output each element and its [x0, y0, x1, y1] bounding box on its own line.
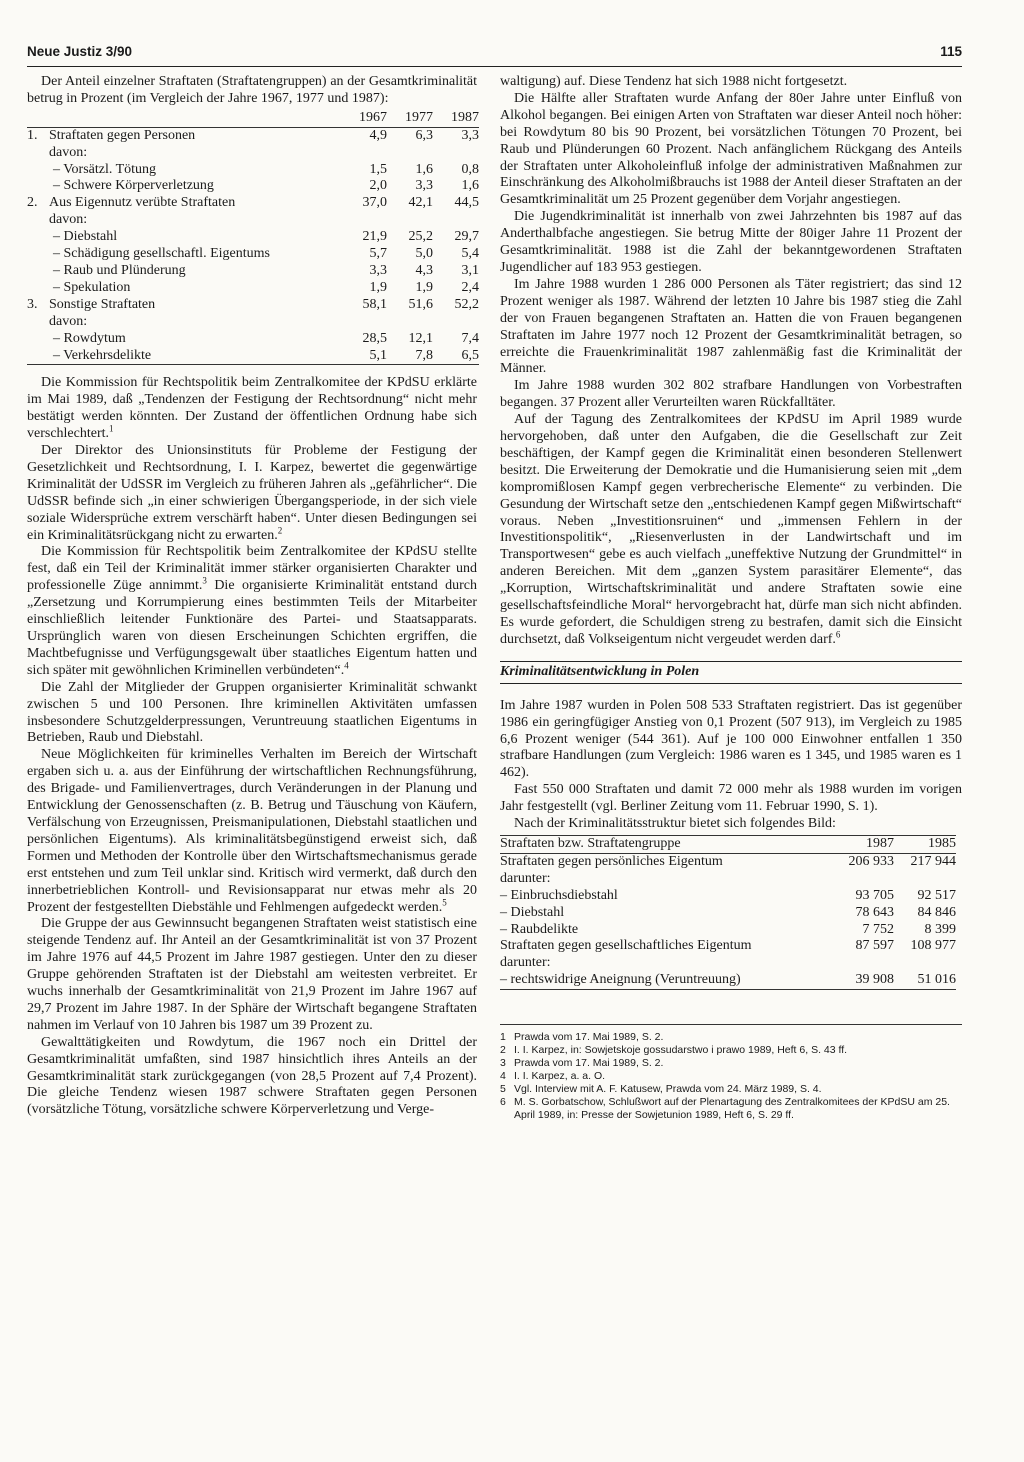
footnote [500, 1070, 962, 1083]
table-row [27, 195, 479, 212]
table1-intro: Der Anteil einzelner Straftaten (Straftatengruppen) an der Gesamtkriminalität betrug in Prozent (im Vergleich der Jahre 1967, 1977 und 1987): [27, 74, 477, 106]
table-cell: 8 399 [924, 921, 956, 937]
table-cell: 6,3 [415, 127, 433, 143]
table-cell: – Vorsätzl. Tötung [53, 161, 157, 177]
table-cell [832, 871, 894, 888]
table-cell: 5,0 [415, 246, 433, 262]
table-cell [387, 314, 433, 331]
table-cell: darunter: [500, 870, 551, 886]
table-cell [27, 348, 49, 365]
table-cell: 93 705 [855, 887, 894, 903]
table-cell: – rechtswidrige Aneignung (Veruntreuung) [500, 972, 832, 989]
table-row [500, 938, 956, 955]
table-cell: 5,7 [369, 246, 387, 262]
table-cell: 12,1 [408, 330, 433, 346]
table-cell: 1987 [832, 835, 894, 853]
table-cell: 1977 [387, 110, 433, 127]
footnote-ref: 4 [344, 660, 349, 671]
table-cell: 1,6 [461, 178, 479, 194]
table-cell: davon: [49, 212, 88, 228]
table-cell: – Diebstahl [53, 229, 118, 245]
paragraph: Die Kommission für Rechtspolitik beim Zentralkomitee der KPdSU erklärte im Mai 1989, daß „Tendenzen der Festigung der Rechtsordnung“ nicht mehr bestätigt werden könnten. Der Zustand der öffentlichen Ordnung habe sich verschlechtert.$^1$ [27, 375, 477, 442]
table-row [27, 331, 479, 348]
footnote-text: I. I. Karpez, in: Sowjetskoje gossudarstwo i prawo 1989, Heft 6, S. 43 ff. [514, 1044, 848, 1057]
table-cell: 1. [27, 127, 38, 143]
table-cell: – Schädigung gesellschaftl. Eigentums [53, 246, 270, 262]
paragraph: Fast 550 000 Straftaten und damit 72 000 mehr als 1988 wurden im vorigen Jahr festgestellt (vgl. Berliner Zeitung vom 11. Februar 1990, S. 1). [500, 782, 962, 815]
table-cell: 0,8 [461, 161, 479, 177]
footnote [500, 1031, 962, 1044]
table-cell [433, 145, 479, 162]
crime-share-table [27, 110, 479, 366]
footnote-text: Prawda vom 17. Mai 1989, S. 2. [514, 1057, 664, 1070]
footnote-number: 4 [500, 1070, 506, 1083]
footnotes [500, 1024, 962, 1122]
section-heading: Kriminalitätsentwicklung in Polen [500, 661, 962, 684]
table-cell: 2,0 [369, 178, 387, 194]
table-cell [27, 212, 49, 229]
table-cell: Sonstige Straftaten [49, 296, 156, 312]
table-cell: 84 846 [917, 904, 956, 920]
table-cell [387, 145, 433, 162]
table-cell: – Spekulation [53, 279, 131, 295]
table-row [27, 246, 479, 263]
table-cell [27, 263, 49, 280]
table-row [500, 955, 956, 972]
table-cell [27, 229, 49, 246]
table-cell: Straftaten gegen gesellschaftliches Eigentum [500, 938, 752, 954]
table-cell: 1,9 [415, 279, 433, 295]
footnote-number: 1 [500, 1031, 506, 1044]
paragraph: Die Hälfte aller Straftaten wurde Anfang der 80er Jahre unter Einfluß von Alkohol begangen. Bei einigen Arten von Straftaten war dieser Anteil noch höher: bei Rowdytum 80 bis 90 Prozent, bei vorsätzlichen Tötungen 70 Prozent, bei Raub und Plünderungen 60 Prozent. Nach anfänglichem Rückgang des Anteils der Straftaten unter Alkoholeinfluß infolge der administrativen Maßnahmen zur Einschränkung des Alkoholmißbrauchs ist 1988 der Anteil dieser Straftaten an der Gesamtkriminalität um 25 Prozent gegenüber dem Vorjahr angestiegen. [500, 90, 962, 208]
table-cell [49, 110, 341, 127]
table-cell: davon: [49, 144, 88, 160]
table-cell: 2. [27, 195, 38, 211]
footnote-ref: 6 [835, 629, 841, 640]
page-header [27, 44, 962, 67]
table-cell [27, 246, 49, 263]
table-cell: 42,1 [408, 195, 433, 211]
right-column [500, 74, 962, 1122]
table-header-row [500, 835, 956, 853]
table-row [27, 263, 479, 280]
table-cell: 1,9 [369, 279, 387, 295]
table-cell: 44,5 [454, 195, 479, 211]
table-cell: 3,3 [369, 262, 387, 278]
table-row [500, 888, 956, 905]
table-cell: – Schwere Körperverletzung [53, 178, 214, 194]
paragraph: Die Jugendkriminalität ist innerhalb von zwei Jahrzehnten bis 1987 auf das Anderthalbfache angestiegen. Sie betrug Mitte der 80iger Jahre 11 Prozent der Gesamtkriminalität. 1988 ist die Zahl der bekanntgewordenen Straftaten Jugendlicher auf 183 953 gestiegen. [500, 209, 962, 275]
page-number: 115 [940, 44, 962, 59]
table-cell: 108 977 [910, 938, 956, 954]
table-cell: – Raubdelikte [500, 921, 579, 937]
table-cell: 25,2 [408, 229, 433, 245]
table-cell: 52,2 [454, 296, 479, 312]
table-cell [27, 314, 49, 331]
table-cell [894, 871, 956, 888]
table-cell: darunter: [500, 955, 551, 971]
table-row [500, 922, 956, 939]
table-cell: 217 944 [910, 853, 956, 869]
table-cell [341, 145, 387, 162]
table-cell: 51,6 [408, 296, 433, 312]
table-row [27, 145, 479, 162]
footnote-text: Prawda vom 17. Mai 1989, S. 2. [514, 1031, 664, 1044]
table-cell: – Raub und Plünderung [53, 262, 186, 278]
table-cell: 37,0 [362, 195, 387, 211]
footnote-number: 2 [500, 1044, 506, 1057]
paragraph: Die Zahl der Mitglieder der Gruppen organisierter Kriminalität schwankt zwischen 5 und 100 Personen. Ihre kriminellen Aktivitäten umfassen insbesondere Schutzgelderpressungen, Veruntreuung staatlichen Eigentums in Betrieben, Raub und Diebstahl. [27, 679, 477, 746]
paragraph: Neue Möglichkeiten für kriminelles Verhalten im Bereich der Wirtschaft ergaben sich u. a. aus der Einführung der wirtschaftlichen Rechnungsführung, des Brigade- und Familienvertrages, durch Veränderungen in der Planung und Entwicklung der Genossenschaften (z. B. Betrug und Täuschung von Käufern, Verfälschung von Erzeugnissen, Preismanipulationen, Diebstahl staatlichen und persönlichen Eigentums). Als kriminalitätsbegünstigend erweist sich, daß Formen und Methoden der Kontrolle über den Wirtschaftsmechanismus gerade erst entstehen und zum Teil unklar sind. Kritisch wird vermerkt, daß durch den innerbetrieblichen Kontroll- und Revisionsapparat nur etwas mehr als 20 Prozent der festgestellten Diebstähle und Fehlmengen aufgedeckt werden.$^5$ [27, 747, 477, 915]
table-cell: 3,1 [461, 262, 479, 278]
table-cell [27, 178, 49, 195]
footnote [500, 1057, 962, 1070]
table-cell: 7 752 [862, 921, 894, 937]
table-cell: – Diebstahl [500, 904, 565, 920]
table-cell: 92 517 [917, 887, 956, 903]
table-cell: Straftaten gegen persönliches Eigentum [500, 853, 723, 869]
table-cell: 3,3 [415, 178, 433, 194]
table-cell [894, 955, 956, 972]
table-cell: 87 597 [855, 938, 894, 954]
paragraph: waltigung) auf. Diese Tendenz hat sich 1988 nicht fortgesetzt. [500, 74, 848, 89]
table-cell: 29,7 [454, 229, 479, 245]
table-row [27, 162, 479, 179]
table-header-row [27, 110, 479, 127]
paragraph: Die Gruppe der aus Gewinnsucht begangenen Straftaten weist statistisch eine steigende Tendenz auf. Ihr Anteil an der Gesamtkriminalität ist von 37 Prozent im Jahre 1976 auf 44,5 Prozent im Jahre 1987 gestiegen. Unter den zu dieser Gruppe gehörenden Straftaten ist der Diebstahl am weitesten verbreitet. Er wuchs innerhalb der Gesamtkriminalität von 21,9 Prozent im Jahre 1967 auf 29,7 Prozent im Jahre 1987. In der Sphäre der Wirtschaft begangene Straftaten nahmen im Verlauf von 10 Jahren bis 1987 um 39 Prozent zu. [27, 916, 477, 1033]
table-cell [27, 162, 49, 179]
footnote-ref: 5 [442, 896, 447, 907]
footnote-number: 6 [500, 1096, 506, 1109]
table-row [500, 853, 956, 870]
paragraph: Gewalttätigkeiten und Rowdytum, die 1967 noch ein Drittel der Gesamtkriminalität umfaßten, sind 1987 hinsichtlich ihres Anteils an der Gesamtkriminalität stark zurückgegangen (von 28,5 Prozent auf 7,4 Prozent). Die gleiche Tendenz wiesen 1987 schwere Straftaten gegen Personen (vorsätzliche Tötung, vorsätzliche schwere Körperverletzung und Verge- [27, 1034, 477, 1118]
table-row [27, 212, 479, 229]
footnote-text: Vgl. Interview mit A. F. Katusew, Prawda vom 24. März 1989, S. 4. [514, 1083, 822, 1096]
table-cell [341, 212, 387, 229]
footnote [500, 1096, 962, 1122]
table-cell: 78 643 [855, 904, 894, 920]
table-cell: 5,4 [461, 246, 479, 262]
table-row [500, 905, 956, 922]
table-cell [27, 331, 49, 348]
table-cell: 6,5 [433, 348, 479, 365]
footnote-ref: 1 [109, 423, 114, 434]
table-cell: 2,4 [461, 279, 479, 295]
table-cell: 51 016 [894, 972, 956, 989]
table-row [27, 280, 479, 297]
table-cell [433, 314, 479, 331]
paragraph: Die Kommission für Rechtspolitik beim Zentralkomitee der KPdSU stellte fest, daß ein Teil der Kriminalität immer stärker organisierten Charakter und professionelle Züge annimmt.$^3$ Die organisierte Kriminalität entstand durch „Zersetzung und Korrumpierung eines bestimmten Teils der Mitarbeiter einschließlich leitender Funktionäre des Partei- und Staatsapparats. Ursprünglich waren von diesen Erscheinungen Schichten ergriffen, die Machtbefugnisse und Verfügungsgewalt über staatliches Eigentum hatten und sich später mit gewöhnlichen Kriminellen verbündeten“.$^4$ [27, 544, 477, 678]
table-cell: 39 908 [832, 972, 894, 989]
table-cell: Aus Eigennutz verübte Straftaten [49, 195, 236, 211]
table-cell: 1,6 [415, 161, 433, 177]
table-cell [27, 280, 49, 297]
table-cell: davon: [49, 313, 88, 329]
table-row [27, 178, 479, 195]
table-cell: 28,5 [362, 330, 387, 346]
footnote [500, 1044, 962, 1057]
footnote-text: I. I. Karpez, a. a. O. [514, 1070, 606, 1083]
paragraph: Im Jahre 1988 wurden 1 286 000 Personen als Täter registriert; das sind 12 Prozent weniger als 1987. Während der letzten 10 Jahre bis 1987 stieg die Zahl der von Frauen begangenen Straftaten an. Hatten die von Frauen begangenen Straftaten im Jahre 1977 noch 12 Prozent der Gesamtkriminalität betragen, so erreichte die Frauenkriminalität 1987 zahlenmäßig fast die Kriminalität der Männer. [500, 276, 962, 377]
table-cell [832, 955, 894, 972]
paragraph: Nach der Kriminalitätsstruktur bietet sich folgendes Bild: [514, 816, 836, 832]
table-cell [433, 212, 479, 229]
table-cell: 7,4 [461, 330, 479, 346]
paragraph: Im Jahre 1987 wurden in Polen 508 533 Straftaten registriert. Das ist gegenüber 1986 ein geringfügiger Anstieg von 0,1 Prozent (507 913), im Vergleich zu 1985 6,6 Prozent weniger (544 361). Auf je 100 000 Einwohner entfallen 1 350 strafbare Handlungen (zum Vergleich: 1986 waren es 1 345, und 1985 waren es 1 462). [500, 697, 962, 781]
table-cell: 4,9 [369, 127, 387, 143]
paragraph: Der Direktor des Unionsinstituts für Probleme der Festigung der Gesetzlichkeit und Rechtsordnung, I. I. Karpez, bewertet die gegenwärtige Kriminalität der UdSSR im Vergleich zu früheren Jahren als „gefährlicher“. Die UdSSR befinde sich „in einer schwierigen Übergangsperiode, in der sich viele soziale Widersprüche extrem verschärft haben“. Unter diesen Bedingungen sei ein Kriminalitätsrückgang nicht zu erwarten.$^2$ [27, 443, 477, 543]
table-cell: 7,8 [387, 348, 433, 365]
table-cell: 1967 [341, 110, 387, 127]
table-cell: 206 933 [848, 853, 894, 869]
table-cell: 5,1 [341, 348, 387, 365]
table-cell [387, 212, 433, 229]
paragraph: Im Jahre 1988 wurden 302 802 strafbare Handlungen von Vorbestraften begangen. 37 Prozent aller Verurteilten waren Rückfalltäter. [500, 378, 962, 411]
table-cell: Straftaten gegen Personen [49, 127, 196, 143]
table-cell: 1985 [894, 835, 956, 853]
table-cell: 21,9 [362, 229, 387, 245]
table-cell [27, 145, 49, 162]
footnote [500, 1083, 962, 1096]
footnote-number: 3 [500, 1057, 506, 1070]
table-row [27, 229, 479, 246]
table-cell: 3,3 [461, 127, 479, 143]
table-cell: – Verkehrsdelikte [49, 348, 341, 365]
table-cell [27, 110, 49, 127]
table-cell: Straftaten bzw. Straftatengruppe [500, 835, 832, 853]
table-cell: 58,1 [362, 296, 387, 312]
table-cell: 3. [27, 296, 38, 312]
journal-title: Neue Justiz 3/90 [27, 44, 133, 59]
footnote-ref: 3 [202, 575, 207, 586]
poland-crime-table [500, 835, 956, 990]
table-cell: 4,3 [415, 262, 433, 278]
table-cell: 1,5 [369, 161, 387, 177]
footnote-ref: 2 [277, 524, 283, 535]
table-cell: 1987 [433, 110, 479, 127]
left-column [27, 74, 477, 1119]
table-cell: – Rowdytum [53, 330, 126, 346]
table-row [27, 297, 479, 314]
table-cell: – Einbruchsdiebstahl [500, 887, 618, 903]
table-row [27, 127, 479, 144]
table-row [27, 314, 479, 331]
table-row [27, 348, 479, 365]
footnote-text: M. S. Gorbatschow, Schlußwort auf der Plenartagung des Zentralkomitees der KPdSU am 25. April 1989, in: Presse der Sowjetunion 1989, Heft 6, S. 29 ff. [514, 1096, 950, 1122]
footnote-number: 5 [500, 1083, 506, 1096]
table-cell [341, 314, 387, 331]
table-row [500, 871, 956, 888]
paragraph: Auf der Tagung des Zentralkomitees der KPdSU im April 1989 wurde hervorgehoben, daß unter den Aufgaben, die die Gesellschaft zur Zeit beschäftigen, der Kampf gegen die Kriminalität einen besonderen Stellenwert besitzt. Die Erweiterung der Demokratie und die Humanisierung seien mit „dem kompromißlosen Kampf gegen verbrecherische Elemente“ zu verbinden. Die Gesundung der Wirtschaft setze den „entschiedenen Kampf gegen Mißwirtschaft“ voraus. Neben „Investitionsruinen“ und „immensen Fehlern in der Investitionspolitik“, „Riesenverlusten in der Landwirtschaft und im Transportwesen“ gebe es auch vielfach „uneffektive Nutzung der Grundmittel“ in anderen Bereichen. Mit dem „ganzen System parasitärer Elemente“, das „Korruption, Wirtschaftskriminalität und andere Straftaten sowie eine gesellschaftsfeindliche Moral“ hervorgebracht hat, dürfe man sich nicht abfinden. Es wurde gefordert, die Schuldigen streng zu bestrafen, damit sich die Einsicht durchsetzt, daß Volkseigentum nicht vergeudet werden darf.$^6$ [500, 412, 962, 647]
table-row [500, 972, 956, 989]
